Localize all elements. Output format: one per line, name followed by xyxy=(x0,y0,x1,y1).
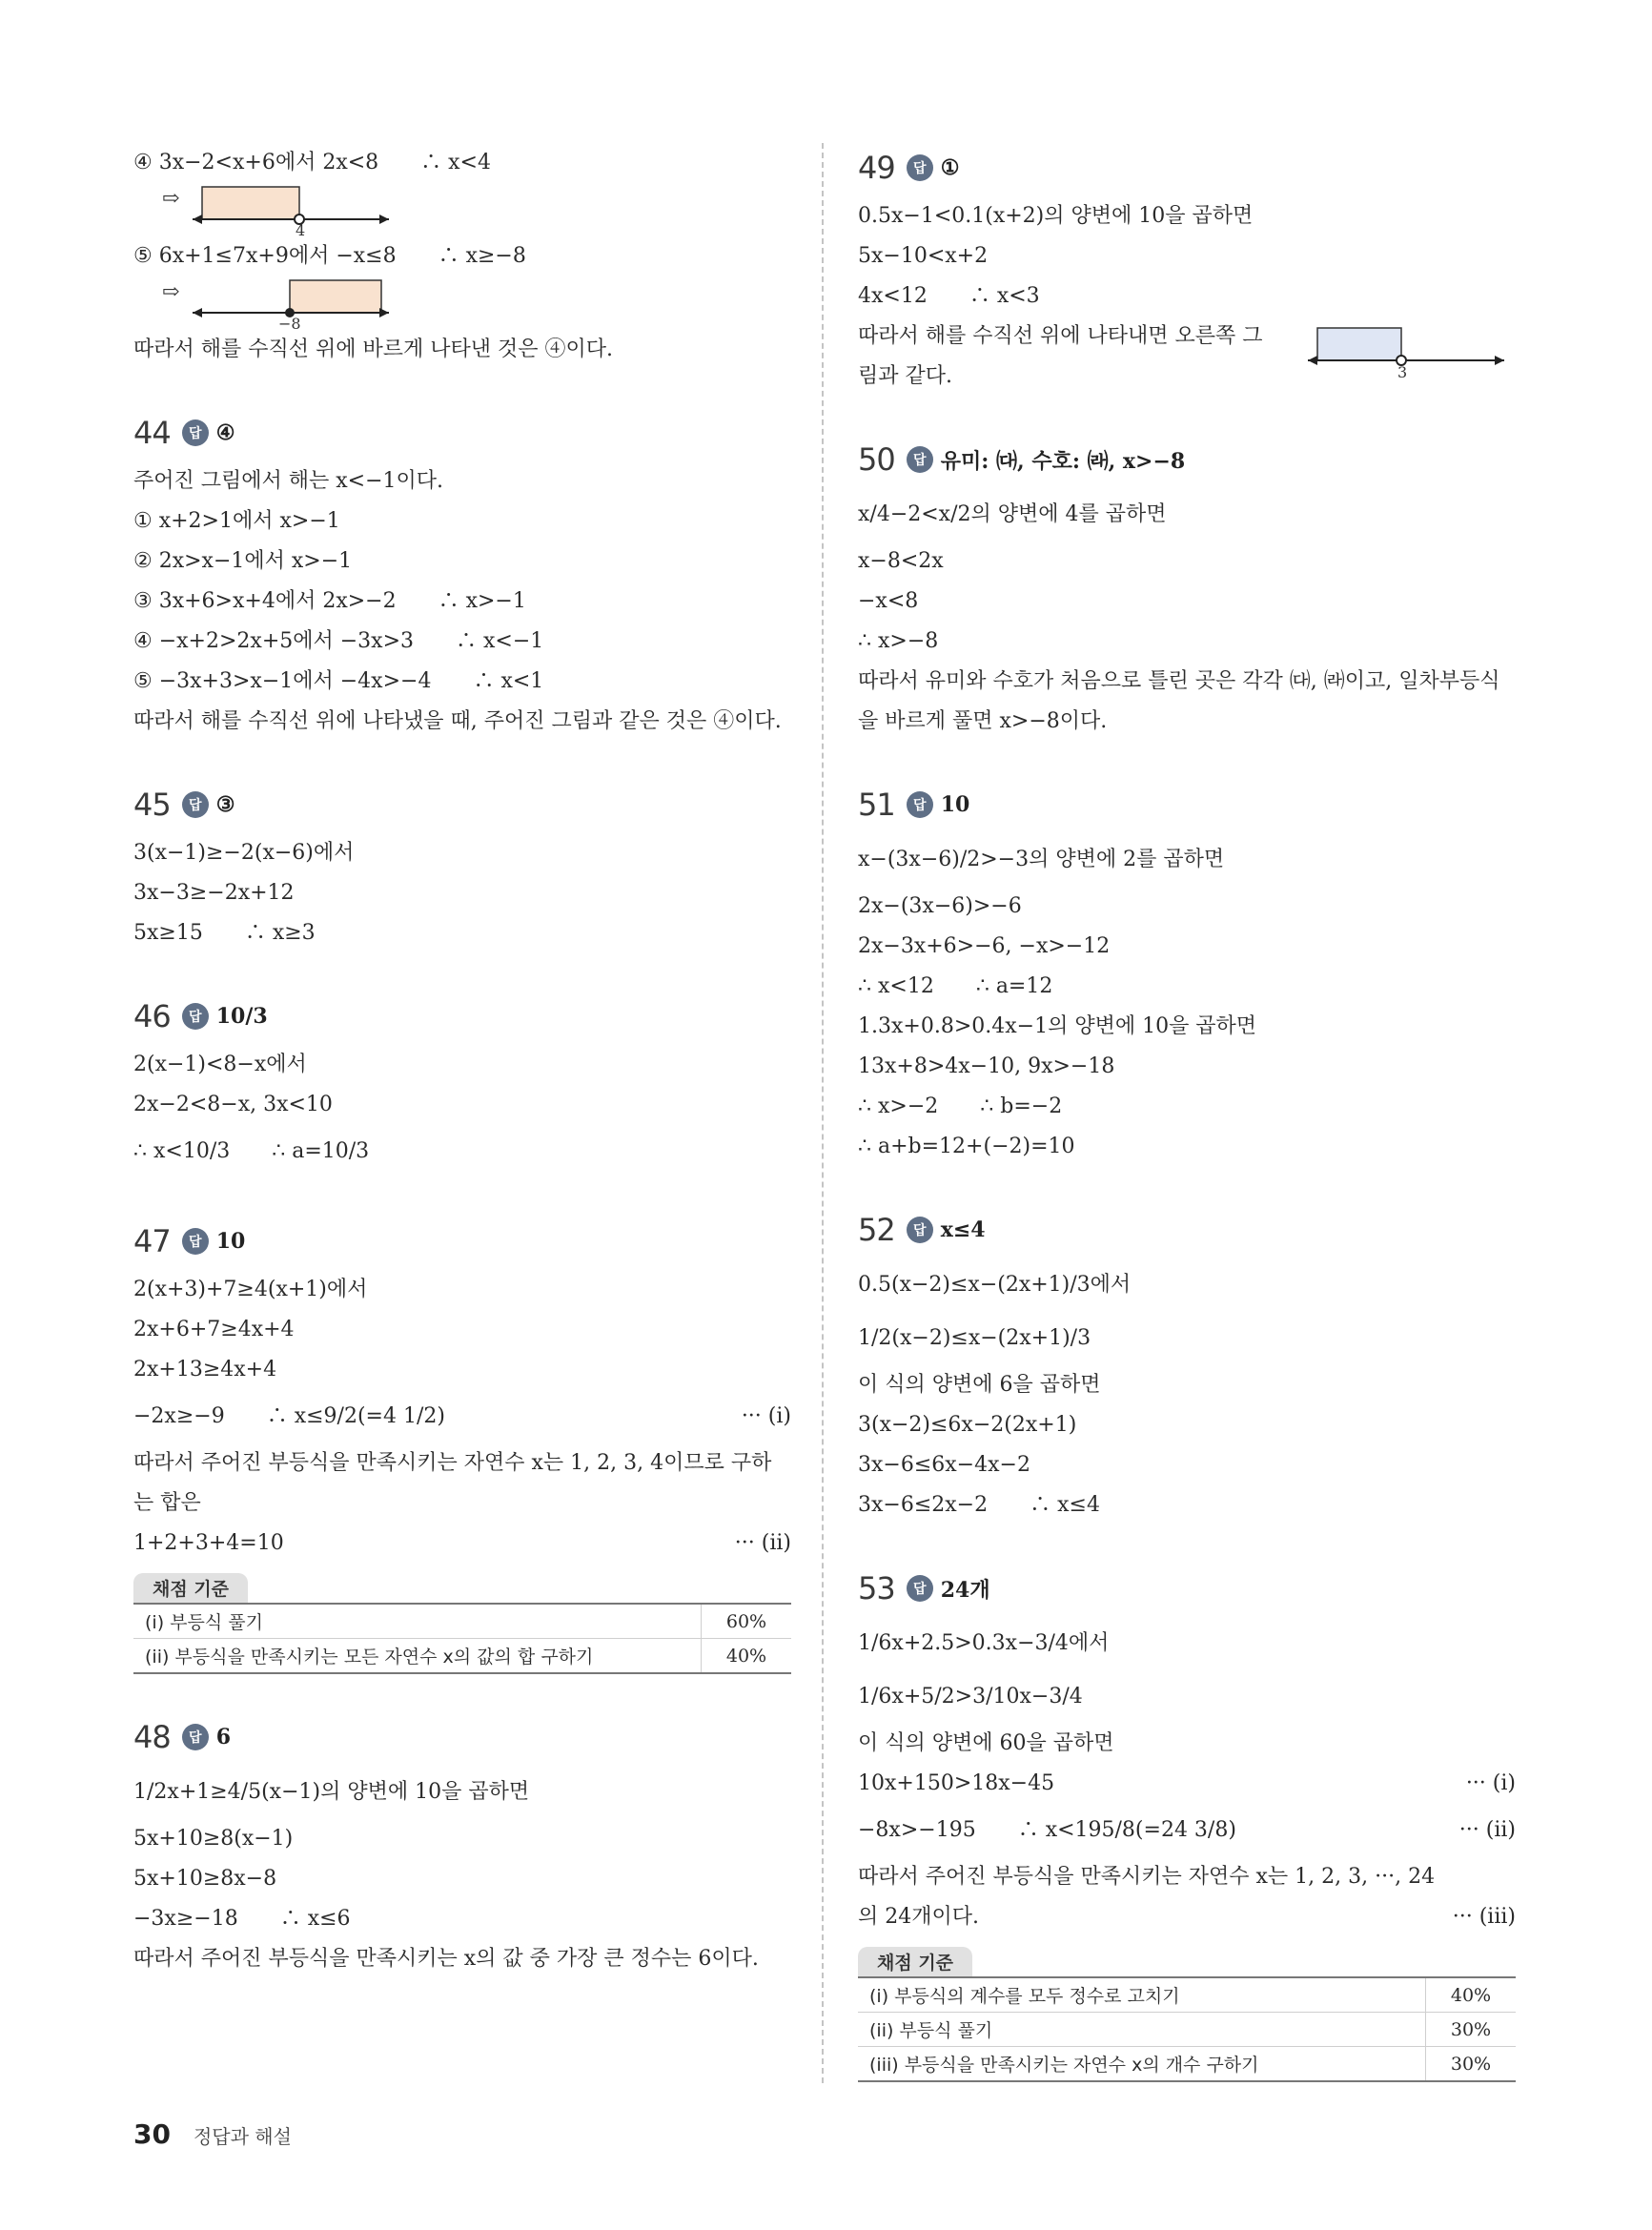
solution-line: x−(3x−6)/2>−3의 양변에 2를 곱하면 xyxy=(858,848,1225,871)
solution-line: 5x≥15 ∴ x≥3 xyxy=(133,921,316,945)
conclusion: 따라서 주어진 부등식을 만족시키는 자연수 x는 1, 2, 3, 4이므로 구하는 합은 xyxy=(133,1451,772,1515)
conclusion: 따라서 해를 수직선 위에 나타냈을 때, 주어진 그림과 같은 것은 ④이다. xyxy=(133,709,782,733)
criteria-label: (i) 부등식 풀기 xyxy=(133,1604,702,1639)
solution-line: 3(x−2)≤6x−2(2x+1) xyxy=(858,1413,1077,1437)
step-ii: −8x>−195 ∴ x<195/8(=24 3/8) xyxy=(858,1818,1236,1842)
answer-badge-icon: 답 xyxy=(907,446,933,473)
right-arrow-icon: ⇨ xyxy=(162,280,180,304)
solution-line: 1/2x+1≥4/5(x−1)의 양변에 10을 곱하면 xyxy=(133,1780,530,1804)
problem-number: 53 xyxy=(858,1570,895,1606)
solution-line: 3(x−1)≥−2(x−6)에서 xyxy=(133,841,355,865)
answer: 10/3 xyxy=(215,1004,268,1029)
solution-line: x/4−2<x/2의 양변에 4를 곱하면 xyxy=(858,502,1167,526)
criteria-percent: 30% xyxy=(1426,2047,1517,2082)
step-i: −2x≥−9 ∴ x≤9/2(=4 1/2) xyxy=(133,1404,445,1428)
footer-label: 정답과 해설 xyxy=(193,2125,292,2148)
problem-48-header xyxy=(133,1712,791,1762)
problem-number: 44 xyxy=(133,415,171,451)
left-column xyxy=(133,143,791,1979)
solution-line: 5x+10≥8x−8 xyxy=(133,1867,277,1891)
solution-line: 2x−(3x−6)>−6 xyxy=(858,894,1022,918)
criteria-label: (iii) 부등식을 만족시키는 자연수 x의 개수 구하기 xyxy=(858,2047,1426,2082)
solution-line: 0.5(x−2)≤x−(2x+1)/3에서 xyxy=(858,1273,1132,1297)
problem-47-header xyxy=(133,1217,791,1266)
answer: ③ xyxy=(215,792,235,817)
step-tag: ··· (iii) xyxy=(1452,1905,1516,1929)
step-tag: ··· (i) xyxy=(741,1404,791,1428)
criteria-label: (ii) 부등식 풀기 xyxy=(858,2013,1426,2047)
solution-line: 3x−3≥−2x+12 xyxy=(133,881,295,905)
problem-45-header xyxy=(133,780,791,829)
solution-line: 5x−10<x+2 xyxy=(858,244,989,268)
scoring-criteria xyxy=(858,1947,1516,2082)
solution-line: ∴ x>−8 xyxy=(858,629,939,653)
answer-badge-icon: 답 xyxy=(907,1217,933,1243)
number-line-5-svg xyxy=(191,276,400,330)
table-row xyxy=(133,1604,791,1639)
solution-line: 1/6x+2.5>0.3x−3/4에서 xyxy=(858,1631,1110,1655)
solution-line: ① x+2>1에서 x>−1 xyxy=(133,509,340,533)
answer: 유미: ㈐, 수호: ㈑, x>−8 xyxy=(940,448,1186,474)
solution-line: ∴ x<10/3 ∴ a=10/3 xyxy=(133,1139,370,1163)
step-tag: ··· (i) xyxy=(1465,1771,1516,1795)
answer-badge-icon: 답 xyxy=(182,791,209,818)
step-i-line xyxy=(133,1390,791,1443)
answer-badge-icon: 답 xyxy=(182,419,209,446)
answer: 6 xyxy=(215,1725,232,1749)
solution-line: 따라서 주어진 부등식을 만족시키는 x의 값 중 가장 큰 정수는 6이다. xyxy=(133,1947,759,1971)
solution-line: 2x−3x+6>−6, −x>−12 xyxy=(858,934,1111,958)
step-ii-line xyxy=(858,1804,1516,1857)
number-line-4 xyxy=(133,183,791,236)
solution-line: 2x+13≥4x+4 xyxy=(133,1358,277,1381)
solution-line: 4x<12 ∴ x<3 xyxy=(858,284,1040,308)
solution-line: 13x+8>4x−10, 9x>−18 xyxy=(858,1054,1115,1078)
scoring-criteria xyxy=(133,1573,791,1674)
solution-line: −3x≥−18 ∴ x≤6 xyxy=(133,1907,351,1931)
conclusion: 따라서 해를 수직선 위에 나타내면 오른쪽 그림과 같다. xyxy=(858,324,1263,388)
solution-region xyxy=(290,280,381,313)
solution-line: 주어진 그림에서 해는 x<−1이다. xyxy=(133,469,444,493)
criteria-percent: 40% xyxy=(1426,1977,1517,2013)
solution-line: ∴ x<12 ∴ a=12 xyxy=(858,974,1053,998)
page-number: 30 xyxy=(133,2118,171,2150)
answer-badge-icon: 답 xyxy=(182,1003,209,1030)
step-ii: 1+2+3+4=10 xyxy=(133,1531,284,1555)
problem-49-header xyxy=(858,143,1516,193)
solution-line: 이 식의 양변에 6을 곱하면 xyxy=(858,1373,1101,1397)
problem-number: 47 xyxy=(133,1223,171,1259)
right-arrow-icon: ⇨ xyxy=(162,187,180,211)
answer: 24개 xyxy=(940,1577,990,1603)
problem-52-header xyxy=(858,1205,1516,1255)
tick-label: 3 xyxy=(1397,363,1408,381)
answer: 10 xyxy=(215,1229,246,1254)
problem-53-header xyxy=(858,1564,1516,1613)
step-tag: ··· (ii) xyxy=(734,1531,791,1555)
tick-label: 4 xyxy=(296,221,306,236)
step-i-line xyxy=(858,1764,1516,1804)
solution-line: ∴ a+b=12+(−2)=10 xyxy=(858,1135,1075,1158)
problem-number: 46 xyxy=(133,998,171,1034)
answer: ① xyxy=(940,155,960,180)
solution-line: 3x−6≤2x−2 ∴ x≤4 xyxy=(858,1493,1100,1517)
criteria-percent: 30% xyxy=(1426,2013,1517,2047)
criteria-label: (i) 부등식의 계수를 모두 정수로 고치기 xyxy=(858,1977,1426,2013)
scoring-table xyxy=(858,1976,1516,2082)
problem-number: 49 xyxy=(858,150,895,186)
conclusion: 따라서 유미와 수호가 처음으로 틀린 곳은 각각 ㈐, ㈑이고, 일차부등식을 바르게 풀면 x>−8이다. xyxy=(858,669,1500,733)
answer-badge-icon: 답 xyxy=(907,1575,933,1602)
column-divider xyxy=(822,143,824,2083)
scoring-title: 채점 기준 xyxy=(858,1947,972,1976)
solution-line: ∴ x>−2 ∴ b=−2 xyxy=(858,1095,1063,1118)
solution-line: 2x+6+7≥4x+4 xyxy=(133,1318,295,1341)
solution-line: ③ 3x+6>x+4에서 2x>−2 ∴ x>−1 xyxy=(133,589,526,613)
page-footer xyxy=(133,2118,292,2150)
answer: x≤4 xyxy=(940,1217,986,1242)
problem-51-header xyxy=(858,780,1516,829)
number-line-49 xyxy=(1306,324,1516,391)
solution-line: 2x−2<8−x, 3x<10 xyxy=(133,1093,333,1116)
right-column xyxy=(858,143,1516,2082)
solution-line: ④ −x+2>2x+5에서 −3x>3 ∴ x<−1 xyxy=(133,629,544,653)
problem-46-header xyxy=(133,992,791,1041)
criteria-percent: 60% xyxy=(702,1604,792,1639)
criteria-percent: 40% xyxy=(702,1639,792,1674)
answer: 10 xyxy=(940,792,970,817)
solution-line: 3x−6≤6x−4x−2 xyxy=(858,1453,1030,1477)
solution-region xyxy=(202,187,299,219)
number-line-5 xyxy=(133,276,791,330)
problem-number: 52 xyxy=(858,1212,895,1248)
table-row xyxy=(858,2013,1516,2047)
answer-badge-icon: 답 xyxy=(182,1724,209,1750)
scoring-table xyxy=(133,1603,791,1674)
scoring-title: 채점 기준 xyxy=(133,1573,248,1603)
solution-line: 이 식의 양변에 60을 곱하면 xyxy=(858,1731,1114,1755)
criteria-label: (ii) 부등식을 만족시키는 모든 자연수 x의 값의 합 구하기 xyxy=(133,1639,702,1674)
step-tag: ··· (ii) xyxy=(1458,1818,1516,1842)
solution-line: ⑤ −3x+3>x−1에서 −4x>−4 ∴ x<1 xyxy=(133,669,544,693)
solution-line: 1/6x+5/2>3/10x−3/4 xyxy=(858,1685,1083,1708)
solution-line: ② 2x>x−1에서 x>−1 xyxy=(133,549,353,573)
conclusion: 따라서 해를 수직선 위에 바르게 나타낸 것은 ④이다. xyxy=(133,338,613,361)
problem-number: 50 xyxy=(858,441,895,478)
answer-badge-icon: 답 xyxy=(907,154,933,181)
problem-50-header xyxy=(858,435,1516,484)
conclusion-block xyxy=(858,1857,1516,1937)
option-4-line: ④ 3x−2<x+6에서 2x<8 ∴ x<4 xyxy=(133,151,491,174)
answer-badge-icon: 답 xyxy=(907,791,933,818)
solution-line: x−8<2x xyxy=(858,549,944,573)
tick-label: −8 xyxy=(278,315,301,330)
step-ii-line xyxy=(133,1524,791,1564)
table-row xyxy=(858,1977,1516,2013)
option-5-line: ⑤ 6x+1≤7x+9에서 −x≤8 ∴ x≥−8 xyxy=(133,244,526,268)
solution-line: 2(x−1)<8−x에서 xyxy=(133,1053,307,1076)
problem-44-header xyxy=(133,408,791,458)
answer: ④ xyxy=(215,420,235,445)
solution-line: −x<8 xyxy=(858,589,919,613)
answer-badge-icon: 답 xyxy=(182,1228,209,1255)
problem-number: 51 xyxy=(858,787,895,823)
solution-line: 1.3x+0.8>0.4x−1의 양변에 10을 곱하면 xyxy=(858,1014,1257,1038)
solution-region xyxy=(1317,328,1401,360)
solution-line: 0.5x−1<0.1(x+2)의 양변에 10을 곱하면 xyxy=(858,204,1254,228)
solution-line: 2(x+3)+7≥4(x+1)에서 xyxy=(133,1278,368,1301)
table-row xyxy=(858,2047,1516,2082)
table-row xyxy=(133,1639,791,1674)
number-line-4-svg xyxy=(191,183,400,236)
solution-line: 5x+10≥8(x−1) xyxy=(133,1827,294,1851)
conclusion-with-figure xyxy=(858,317,1516,397)
problem-number: 48 xyxy=(133,1719,171,1755)
problem-number: 45 xyxy=(133,787,171,823)
step-i: 10x+150>18x−45 xyxy=(858,1771,1055,1795)
solution-line: 1/2(x−2)≤x−(2x+1)/3 xyxy=(858,1326,1091,1350)
conclusion: 따라서 주어진 부등식을 만족시키는 자연수 x는 1, 2, 3, ···, 24의 24개이다. xyxy=(858,1865,1436,1929)
